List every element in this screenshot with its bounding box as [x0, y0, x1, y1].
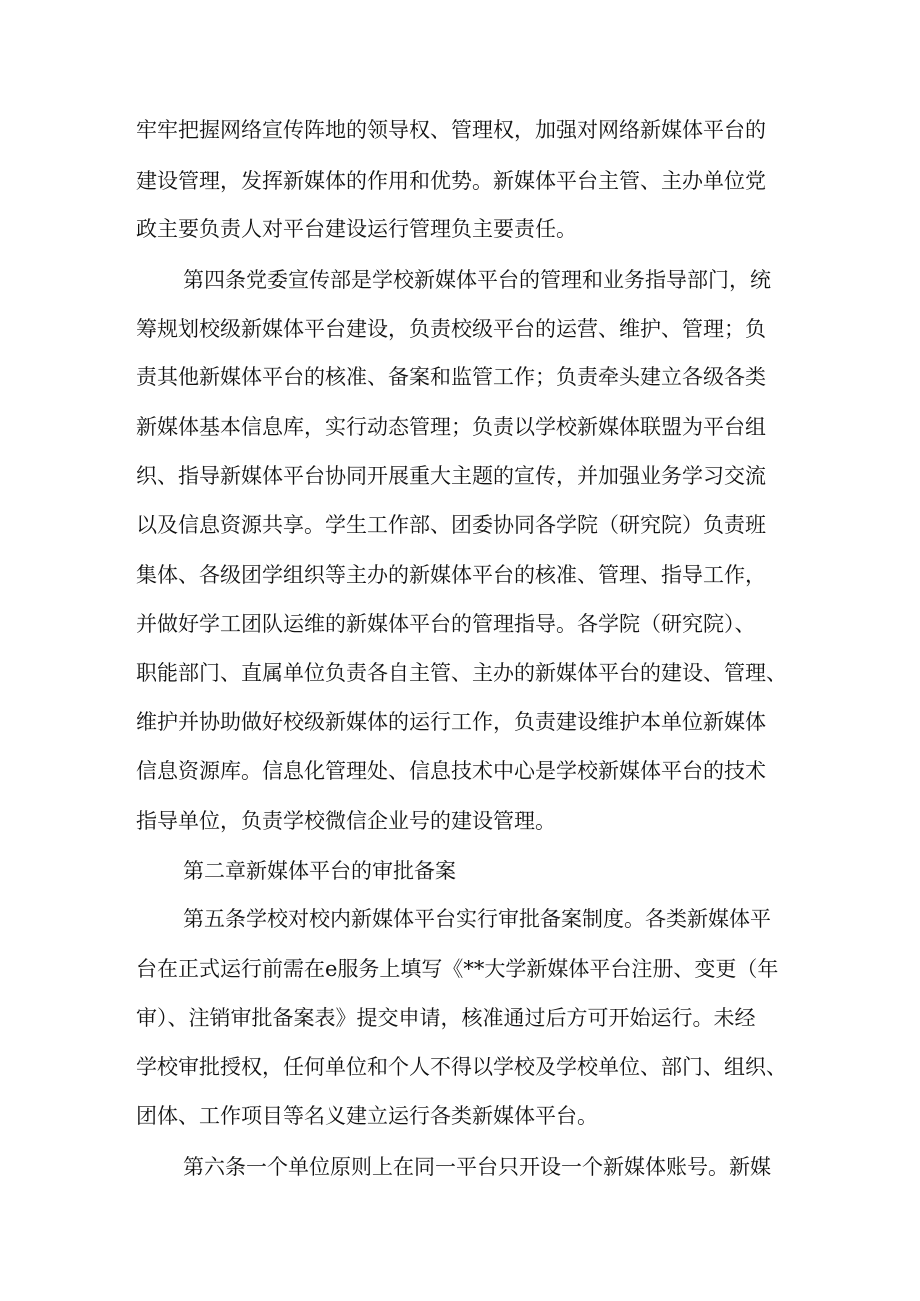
body-text-line: 审）、注销审批备案表》提交申请，核准通过后方可开始运行。未经: [136, 1006, 756, 1030]
body-text-line: 台在正式运行前需在e服务上填写《**大学新媒体平台注册、变更（年: [136, 957, 779, 981]
body-text-line: 责其他新媒体平台的核准、备案和监管工作；负责牵头建立各级各类: [136, 365, 766, 389]
paragraph-article-4: 第四条党委宣传部是学校新媒体平台的管理和业务指导部门，统: [183, 268, 771, 292]
paragraph-article-6: 第六条一个单位原则上在同一平台只开设一个新媒体账号。新媒: [183, 1155, 771, 1179]
body-text-line: 筹规划校级新媒体平台建设，负责校级平台的运营、维护、管理；负: [136, 317, 766, 341]
body-text-line: 织、指导新媒体平台协同开展重大主题的宣传，并加强业务学习交流: [136, 464, 766, 488]
body-text-line: 职能部门、直属单位负责各自主管、主办的新媒体平台的建设、管理、: [136, 661, 787, 685]
body-text-line: 信息资源库。信息化管理处、信息技术中心是学校新媒体平台的技术: [136, 759, 766, 783]
body-text-line: 牢牢把握网络宣传阵地的领导权、管理权，加强对网络新媒体平台的: [136, 118, 766, 142]
chapter-heading: 第二章新媒体平台的审批备案: [183, 859, 456, 883]
body-text-line: 建设管理，发挥新媒体的作用和优势。新媒体平台主管、主办单位党: [136, 169, 766, 193]
body-text-line: 集体、各级团学组织等主办的新媒体平台的核准、管理、指导工作，: [136, 563, 766, 587]
body-text-line: 指导单位，负责学校微信企业号的建设管理。: [136, 809, 556, 833]
body-text-line: 学校审批授权，任何单位和个人不得以学校及学校单位、部门、组织、: [136, 1055, 787, 1079]
body-text-line: 新媒体基本信息库，实行动态管理；负责以学校新媒体联盟为平台组: [136, 415, 766, 439]
body-text-line: 团体、工作项目等名义建立运行各类新媒体平台。: [136, 1104, 598, 1128]
paragraph-article-5: 第五条学校对校内新媒体平台实行审批备案制度。各类新媒体平: [183, 907, 771, 931]
body-text-line: 并做好学工团队运维的新媒体平台的管理指导。各学院（研究院）、: [136, 612, 756, 636]
body-text-line: 维护并协助做好校级新媒体的运行工作，负责建设维护本单位新媒体: [136, 710, 766, 734]
body-text-line: 以及信息资源共享。学生工作部、团委协同各学院（研究院）负责班: [136, 513, 766, 537]
body-text-line: 政主要负责人对平台建设运行管理负主要责任。: [136, 217, 577, 241]
